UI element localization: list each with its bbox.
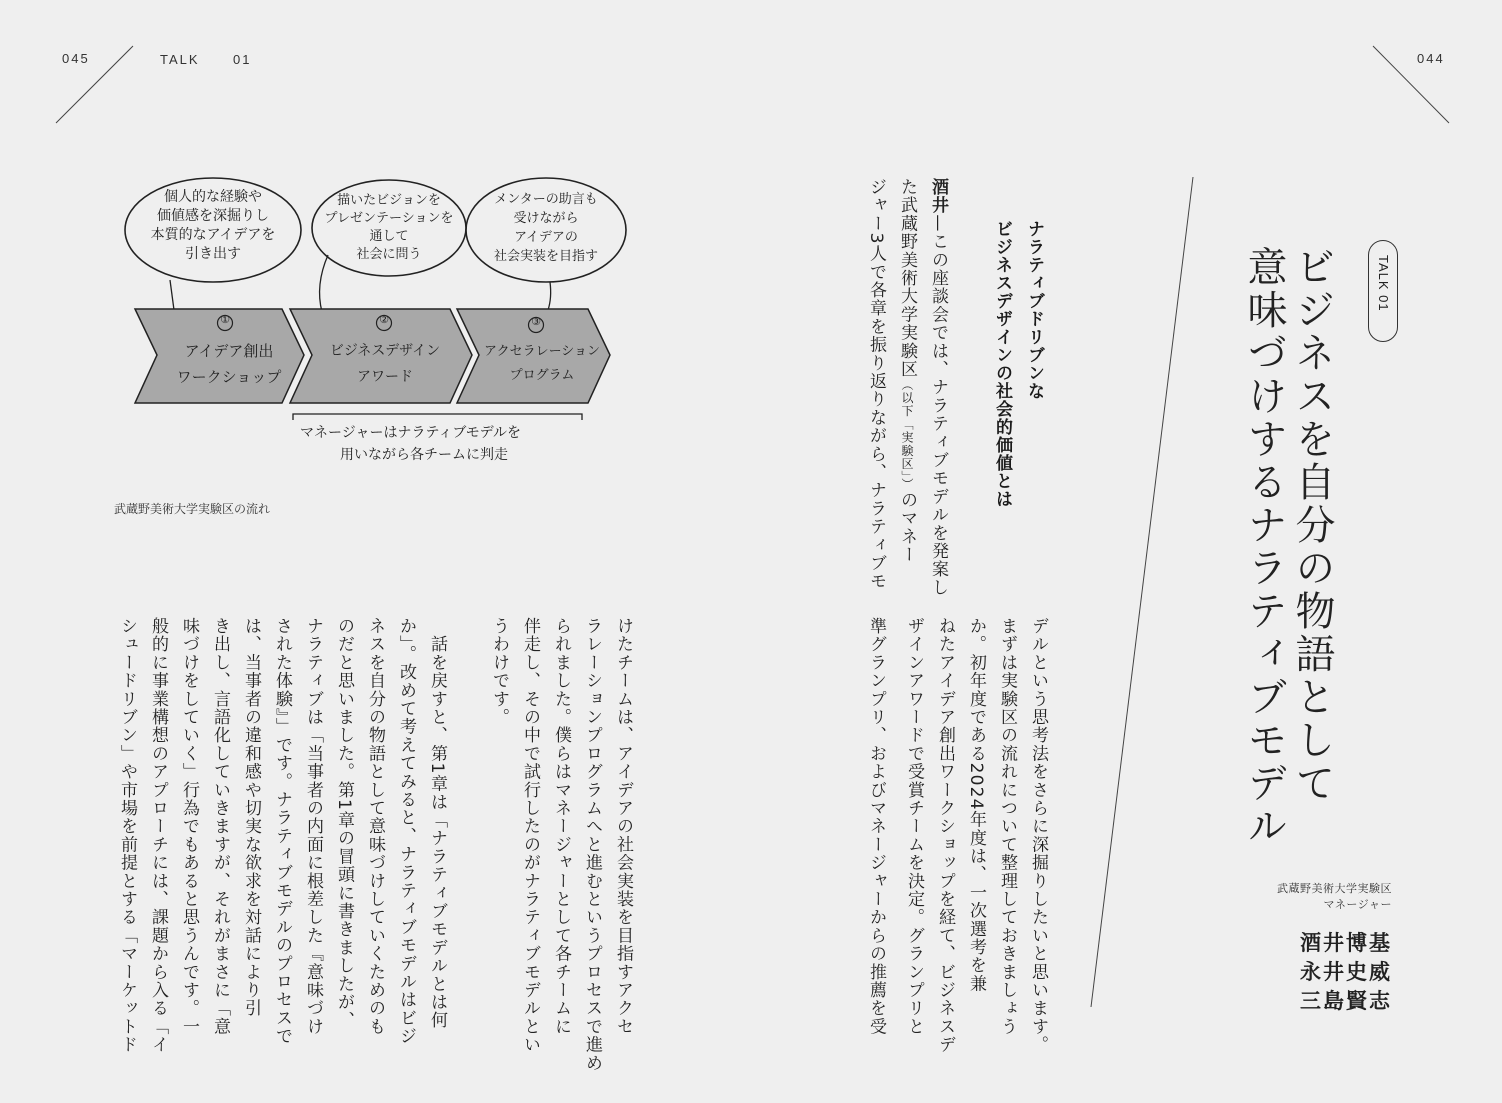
lower-text-col: き出し、言語化していきますが、それがまさに「意 <box>210 617 230 1036</box>
step-number-1: ① <box>220 313 230 326</box>
bracket-note: マネージャーはナラティブモデルを 用いながら各チームに判走 <box>300 425 522 463</box>
talk-label: TALK <box>160 52 200 67</box>
bubble-3-text: メンターの助言も 受けながら アイデアの 社会実装を目指す <box>493 192 598 264</box>
mid-text-col: か。初年度である2024年度は、一次選考を兼 <box>966 617 986 993</box>
bubble-2-text: 描いたビジョンを プレゼンテーションを 通して 社会に問う <box>324 193 454 262</box>
step-label-3: アクセラレーション プログラム <box>483 344 601 383</box>
lower-text-col: は、当事者の違和感や切実な欲求を対話により引 <box>241 617 261 1018</box>
manager-bracket <box>293 414 582 420</box>
section-heading-line-2: ビジネスデザインの社会的価値とは <box>992 220 1012 508</box>
author-name-3: 三島賢志 <box>1300 989 1392 1013</box>
lower-text-col: うわけです。 <box>489 617 509 727</box>
mid-text-col: まずは実験区の流れについて整理しておきましょう <box>997 617 1017 1036</box>
mid-text-col: 準グランプリ、およびマネージャーからの推薦を受 <box>866 617 886 1036</box>
step-label-2: ビジネスデザイン アワード <box>329 343 441 385</box>
mid-text-col: ザインアワードで受賞チームを決定。グランプリと <box>904 617 924 1036</box>
lower-text-col: られました。僕らはマネージャーとして各チームに <box>551 617 571 1036</box>
mid-text-col: ねたアイデア創出ワークショップを経て、ビジネスデ <box>935 617 955 1054</box>
diagram-caption: 武蔵野美術大学実験区の流れ <box>114 502 271 516</box>
bubble-1-text: 個人的な経験や 価値感を深掘りし 本質的なアイデアを 引き出す <box>150 189 276 262</box>
upper-text-col-2: た武蔵野美術大学実験区（以下「実験区」）のマネー <box>897 178 917 564</box>
talk-number: 01 <box>233 52 252 67</box>
title-divider-rule <box>1091 177 1193 1007</box>
author-name-1: 酒井博基 <box>1300 931 1392 955</box>
title-line-2: 意味づけするナラティブモデル <box>1241 246 1287 848</box>
author-role: マネージャー <box>1323 898 1392 911</box>
right-page-number: 044 <box>1417 51 1445 66</box>
lower-text-col: 話を戻すと、第1章は「ナラティブモデルとは何 <box>427 617 447 1030</box>
lower-text-col: のだと思いました。第1章の冒頭に書きましたが、 <box>334 617 354 1030</box>
left-page-number: 045 <box>62 51 90 66</box>
title-line-1: ビジネスを自分の物語として <box>1289 246 1335 805</box>
step-number-2: ② <box>379 313 389 326</box>
lower-text-col: ラレーションプログラムへと進むというプロセスで進め <box>582 617 602 1072</box>
lower-text-col: 般的に事業構想のアプローチには、課題から入る「イ <box>148 617 168 1054</box>
speaker-name: 酒井 <box>928 178 948 215</box>
lower-text-col: シュードリブン」や市場を前提とする「マーケットド <box>117 617 137 1054</box>
talk-badge: TALK 01 <box>1368 240 1398 342</box>
lower-text-col: 味づけをしていく」行為でもあると思うんです。一 <box>179 617 199 1036</box>
step-label-1: アイデア創出 ワークショップ <box>176 342 282 386</box>
lower-text-col: か」。改めて考えてみると、ナラティブモデルはビジ <box>396 617 416 1046</box>
lower-text-col: けたチームは、アイデアの社会実装を目指すアクセ <box>613 617 633 1036</box>
bubble-pointer-1 <box>170 280 174 310</box>
step-number-3: ③ <box>531 315 541 328</box>
author-name-2: 永井史威 <box>1300 960 1392 984</box>
mid-text-col: デルという思考法をさらに深掘りしたいと思います。 <box>1028 617 1048 1054</box>
lower-text-col: 伴走し、その中で試行したのがナラティブモデルとい <box>520 617 540 1054</box>
lower-text-col: ナラティブは「当事者の内面に根差した『意味づけ <box>303 617 323 1036</box>
upper-text-col-1: 酒井—この座談会では、ナラティブモデルを発案し <box>928 178 948 597</box>
lower-text-col: された体験』」です。ナラティブモデルのプロセスで <box>272 617 292 1046</box>
section-heading-line-1: ナラティブドリブンな <box>1024 220 1044 400</box>
lower-text-col: ネスを自分の物語として意味づけしていくためのも <box>365 617 385 1036</box>
bubble-pointer-3 <box>548 282 551 310</box>
upper-text-col-3: ジャー3人で各章を振り返りながら、ナラティブモ <box>866 178 886 591</box>
author-affiliation: 武蔵野美術大学実験区 <box>1277 882 1392 895</box>
